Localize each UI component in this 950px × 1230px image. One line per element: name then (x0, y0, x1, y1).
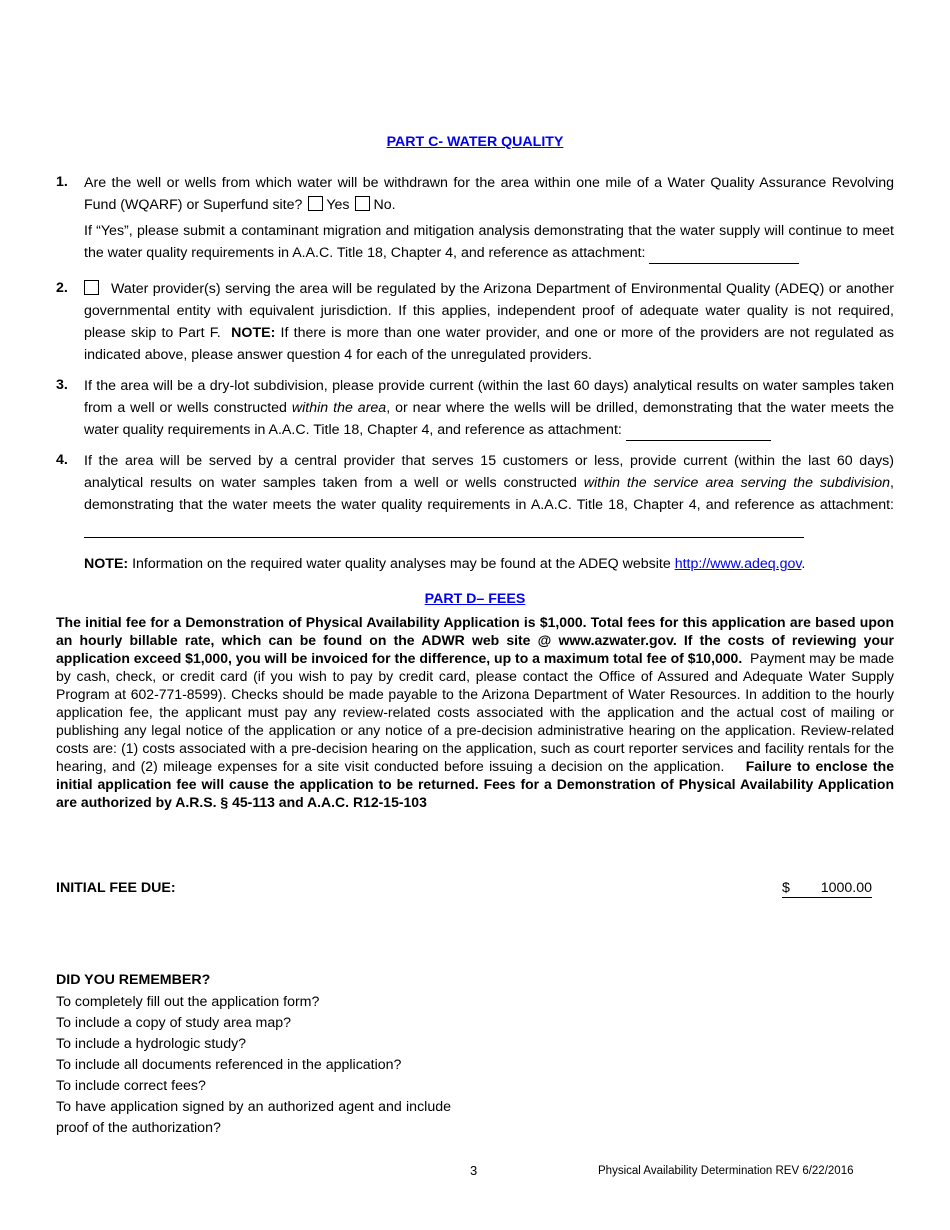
question-1-number: 1. (56, 174, 68, 190)
remember-item: To include a copy of study area map? (56, 1015, 292, 1031)
document-revision: Physical Availability Determination REV 6/22/2016 (598, 1165, 854, 1177)
yes-label: Yes (326, 197, 350, 213)
question-4-prompt-a: If the area will be served by a central provider that serves 15 customers or less, provide current (within the last 60 days) analytical results on water samples taken from a well or wells constructed (84, 453, 894, 491)
question-3-number: 3. (56, 377, 68, 393)
question-1-followup (84, 220, 894, 264)
remember-item: To include correct fees? (56, 1078, 206, 1094)
adeq-note-label: NOTE: (84, 556, 129, 572)
part-c-heading: PART C- WATER QUALITY (386, 134, 564, 150)
adeq-note-end: . (801, 556, 806, 572)
question-2-text (84, 278, 894, 366)
adeq-regulated-checkbox[interactable] (84, 280, 99, 295)
adeq-note-text: Information on the required water quality analyses may be found at the ADEQ website (132, 556, 671, 572)
question-4-prompt-b: , demonstrating that the water meets the water quality requirements in A.A.C. Title 18, Chapter 4, and reference as attachment: (84, 475, 894, 513)
question-3-prompt-b: , or near where the wells will be drilled, demonstrating that the water meets the water quality requirements in A.A.C. Title 18, Chapter 4, and reference as attachment: (84, 400, 894, 438)
remember-item: To include a hydrologic study? (56, 1036, 247, 1052)
initial-fee-label: INITIAL FEE DUE: (56, 880, 176, 896)
question-2-note-text: If there is more than one water provider, and one or more of the providers are not regulated as indicated above, please answer question 4 for each of the unregulated providers. (84, 325, 894, 363)
question-1-followup-text: If “Yes”, please submit a contaminant migration and mitigation analysis demonstrating that the water supply will continue to meet the water quality requirements in A.A.C. Title 18, Chapter 4, and reference as attachment: (84, 223, 894, 261)
question-3-text (84, 375, 894, 441)
remember-item: To include all documents referenced in the application? (56, 1057, 402, 1073)
fees-details: Payment may be made by cash, check, or credit card (if you wish to pay by credit card, please contact the Office of Assured and Adequate Water Supply Program at 602-771-8599). Checks should be made payable to the Arizona Department of Water Resources. In addition to the hourly application fee, the applicant must pay any review-related costs associated with the application and the actual cost of mailing or publishing any legal notice of the application or any notice of a pre-decision administrative hearing on the application. Review-related costs are: (1) costs associated with a pre-decision hearing on the application, such as court reporter services and facility rentals for the hearing, and (2) mileage expenses for a site visit conducted before issuing a decision on the application. (56, 650, 895, 774)
remember-item: To completely fill out the application form? (56, 994, 320, 1010)
yes-checkbox[interactable] (308, 196, 323, 211)
fees-bold-intro: The initial fee for a Demonstration of Physical Availability Application is $1,000. Total fees for this application are based upon an hourly billable rate, which can be found on the ADWR web site @ www.azwater.gov. If the costs of reviewing your application exceed $1,000, you will be invoiced for the difference, up to a maximum total fee of $10,000. (56, 614, 894, 666)
fee-currency: $ (782, 880, 790, 896)
adeq-note (84, 555, 894, 573)
fees-bold-warning: Failure to enclose the initial application fee will cause the application to be returned. Fees for a Demonstration of Physical Availability Application are authorized by A.R.S. § 45-113 and A.A.C. R12-15-103 (56, 758, 894, 810)
question-3-prompt-a: If the area will be a dry-lot subdivision, please provide current (within the last 60 days) analytical results on water samples taken from a well or wells constructed (84, 378, 894, 416)
remember-list (56, 992, 456, 1139)
initial-fee-field (782, 880, 872, 898)
no-checkbox[interactable] (355, 196, 370, 211)
fees-paragraph (56, 613, 894, 811)
question-4-emphasis: within the service area serving the subdivision (583, 475, 891, 491)
question-2-prompt: Water provider(s) serving the area will be regulated by the Arizona Department of Environmental Quality (ADEQ) or another governmental entity with equivalent jurisdiction. If this applies, independent proof of adequate water quality is not required, please skip to Part F. (84, 281, 894, 341)
remember-heading: DID YOU REMEMBER? (56, 972, 211, 988)
adeq-website-link[interactable]: http://www.adeq.gov (674, 556, 802, 572)
question-4-number: 4. (56, 452, 68, 468)
question-4-attachment-field[interactable] (84, 523, 804, 538)
question-1-prompt: Are the well or wells from which water will be withdrawn for the area within one mile of a Water Quality Assurance Revolving Fund (WQARF) or Superfund site? (84, 175, 894, 213)
page-number: 3 (470, 1163, 478, 1178)
question-2-note-label: NOTE: (231, 325, 276, 341)
part-d-heading: PART D– FEES (424, 591, 526, 607)
remember-item: To have application signed by an authorized agent and include proof of the authorization? (56, 1099, 451, 1136)
question-4-text (84, 450, 894, 538)
question-3-emphasis: within the area (291, 400, 387, 416)
question-3-attachment-field[interactable] (626, 426, 771, 441)
fee-amount: 1000.00 (820, 880, 872, 896)
question-1-attachment-field[interactable] (649, 249, 799, 264)
question-1-text (84, 172, 894, 216)
question-2-number: 2. (56, 280, 68, 296)
no-label: No. (373, 197, 396, 213)
